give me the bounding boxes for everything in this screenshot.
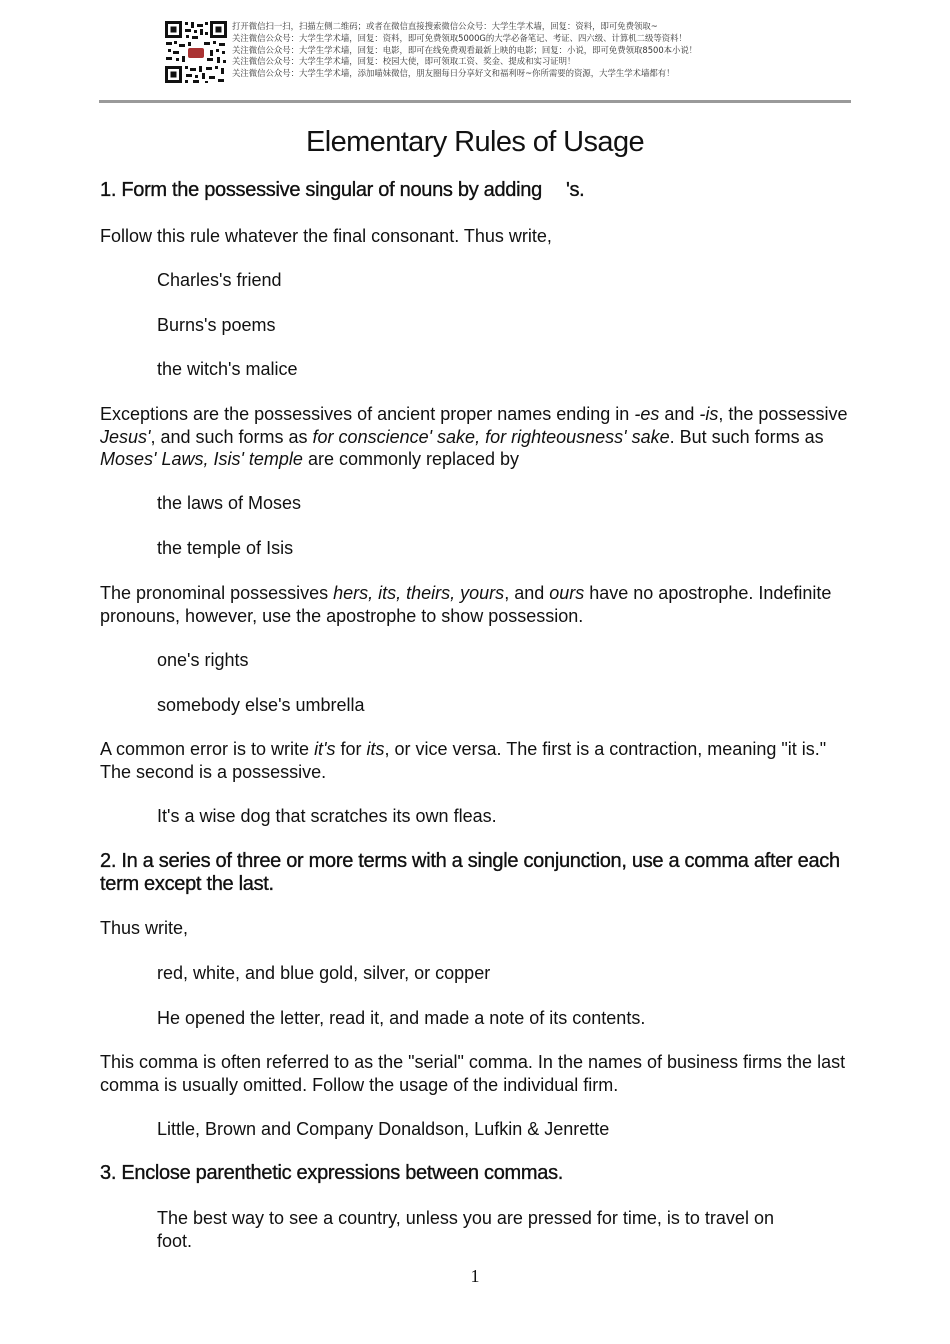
example: Little, Brown and Company Donaldson, Lufkin & Jenrette xyxy=(157,1119,610,1139)
common-error-paragraph: A common error is to write it's for its, or vice versa. The first is a contraction, meaning "it is." The second is a possessive. xyxy=(100,739,827,782)
example: somebody else's umbrella xyxy=(157,695,365,715)
promo-line: 关注微信公众号：大学生学术墙，回复：资料，即可免费领取5000G的大学必备笔记、考证、四六级、计算机二级等资料！ xyxy=(232,32,687,43)
pronouns-paragraph: The pronominal possessives hers, its, theirs, yours, and ours have no apostrophe. Indefinite pronouns, however, use the apostrophe to show possession. xyxy=(100,583,832,626)
example: the laws of Moses xyxy=(157,493,302,513)
promo-line: 关注微信公众号：大学生学术墙，回复：电影，即可在线免费观看最新上映的电影；回复：小说，即可免费领取8500本小说！ xyxy=(232,44,698,55)
page-title: Elementary Rules of Usage xyxy=(306,126,644,158)
rule-1-heading-suffix: 's. xyxy=(565,179,585,201)
rule-1-heading-text: 1. Form the possessive singular of nouns by adding xyxy=(100,179,542,201)
promo-line: 打开微信扫一扫，扫描左侧二维码；或者在微信直接搜索微信公众号：大学生学术墙，回复：资料，即可免费领取~ xyxy=(232,21,658,31)
example: the temple of Isis xyxy=(157,538,294,558)
qr-code-image xyxy=(164,20,228,84)
promo-line: 关注微信公众号：大学生学术墙，添加喵妹微信，朋友圈每日分享好文和福利呀~你所需要的资源，大学生学术墙都有！ xyxy=(232,68,675,79)
example: The best way to see a country, unless you are pressed for time, is to travel on foot. xyxy=(157,1208,774,1251)
example: It's a wise dog that scratches its own fleas. xyxy=(157,806,497,826)
rule-1-heading xyxy=(100,179,852,202)
example: the witch's malice xyxy=(157,359,298,379)
example: red, white, and blue gold, silver, or copper xyxy=(157,963,491,983)
serial-comma-paragraph: This comma is often referred to as the "serial" comma. In the names of business firms the last comma is usually omitted. Follow the usage of the individual firm. xyxy=(100,1052,846,1095)
rule-3-heading: 3. Enclose parenthetic expressions between commas. xyxy=(100,1162,564,1184)
example: Charles's friend xyxy=(157,270,282,290)
example: one's rights xyxy=(157,650,249,670)
rule-1-intro: Follow this rule whatever the final consonant. Thus write, xyxy=(100,226,552,246)
example: Burns's poems xyxy=(157,315,276,335)
rule-2-intro: Thus write, xyxy=(100,918,189,938)
promo-banner xyxy=(164,20,764,88)
qr-logo xyxy=(188,48,204,58)
header-divider xyxy=(99,100,851,103)
rule-2-heading: 2. In a series of three or more terms with a single conjunction, use a comma after each term except the last. xyxy=(100,850,840,895)
promo-line: 关注微信公众号：大学生学术墙，回复：校园大使，即可领取工资、奖金、提成和实习证明！ xyxy=(232,56,576,67)
example: He opened the letter, read it, and made a note of its contents. xyxy=(157,1008,646,1028)
promo-text xyxy=(232,21,697,80)
exceptions-paragraph: Exceptions are the possessives of ancient proper names ending in -es and -is, the possessive Jesus', and such forms as for conscience' sake, for righteousness' sake. But such forms as Moses' Laws, Isis' temple are commonly replaced by xyxy=(100,404,848,469)
page-number: 1 xyxy=(470,1266,480,1286)
